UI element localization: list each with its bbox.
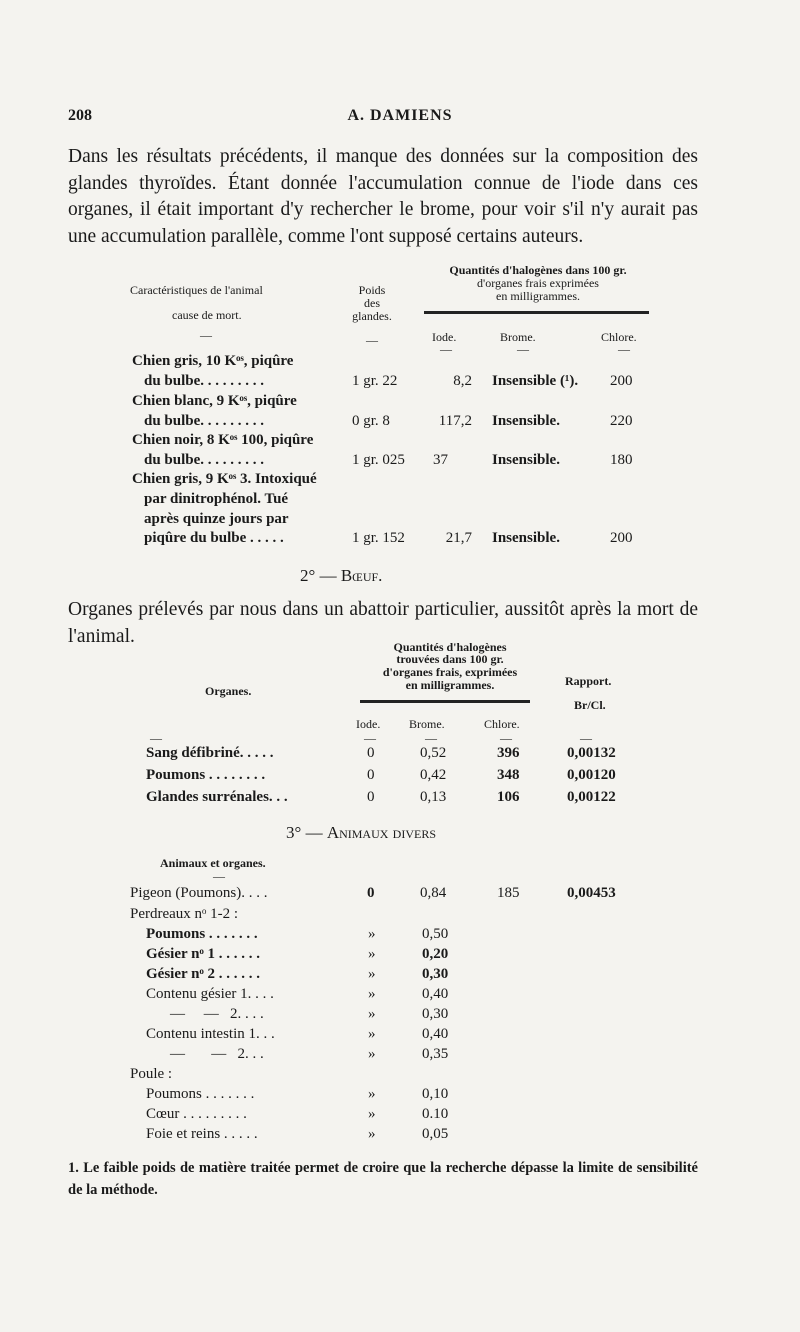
- col-header-animal: Caractéristiques de l'animal: [130, 283, 263, 297]
- section-number: 3°: [286, 823, 302, 842]
- col-header-weight: Poids: [358, 283, 386, 297]
- table-row-label: Cœur . . . . . . . . .: [146, 1106, 247, 1122]
- table-row-label: du bulbe. . . . . . . . .: [144, 413, 265, 429]
- table-cell-iode: »: [368, 1046, 376, 1062]
- dash-brome: —: [425, 731, 437, 745]
- table-cell-weight: 0 gr. 8: [352, 413, 390, 429]
- running-header-author: A. DAMIENS: [347, 107, 453, 124]
- table-cell-rapport: 0,00120: [567, 767, 616, 783]
- table-cell-rapport: 0,00132: [567, 745, 616, 761]
- table-row-label: piqûre du bulbe . . . . .: [144, 530, 284, 546]
- table-cell-brome: Insensible (¹).: [492, 373, 579, 389]
- col-header-brome: Brome.: [409, 717, 445, 731]
- col-header-animaux: Animaux et organes.: [160, 856, 266, 870]
- table-cell-weight: 1 gr. 152: [352, 530, 405, 546]
- col-header-iode: Iode.: [356, 717, 381, 731]
- table-cell-chlore: 396: [497, 745, 520, 761]
- table-cell-brome: 0,30: [422, 966, 449, 982]
- table-row-label: Contenu intestin 1. . .: [146, 1026, 275, 1042]
- table-cell-brome: 0,50: [422, 926, 449, 942]
- table-cell-rapport: 0,00122: [567, 789, 616, 805]
- col-header-animal-cause: cause de mort.: [172, 308, 242, 322]
- table-cell-brome: 0,10: [422, 1086, 449, 1102]
- col-header-organes: Organes.: [205, 684, 252, 698]
- table-cell-iode: 0: [367, 885, 375, 901]
- table-cell-iode: 117,2: [438, 413, 472, 429]
- table-row-label: Glandes surrénales. . .: [146, 789, 288, 805]
- table-cell-brome: 0,52: [420, 745, 447, 761]
- table-cell-iode: 0: [367, 789, 375, 805]
- table-row-label: Poumons . . . . . . .: [146, 1086, 255, 1102]
- col-group-halogens-3: d'organes frais, exprimées: [382, 665, 518, 679]
- table-row-label: Gésier nᵒ 1 . . . . . .: [146, 946, 261, 962]
- table-cell-iode: »: [368, 986, 376, 1002]
- table-cell-chlore: 348: [497, 767, 520, 783]
- table-row-label: par dinitrophénol. Tué: [144, 491, 289, 507]
- col-header-rapport: Rapport.: [565, 674, 612, 688]
- col-header-weight-dash: —: [366, 333, 378, 347]
- table-row-label: Chien noir, 8 Kᵒˢ 100, piqûre: [132, 432, 314, 448]
- table-row-label: Poumons . . . . . . . .: [146, 767, 266, 783]
- footnote: 1. Le faible poids de matière traitée permet de croire que la recherche dépasse la limite de sensibilité de la méthode.: [68, 1160, 698, 1198]
- table-cell-brome: Insensible.: [492, 530, 560, 546]
- section-heading-boeuf: [300, 566, 382, 586]
- section-dash: —: [305, 823, 323, 842]
- table-cell-chlore: 200: [610, 373, 633, 389]
- col-header-chlore: Chlore.: [484, 717, 520, 731]
- table-row-label: Poule :: [130, 1066, 173, 1082]
- table-cell-iode: 0: [367, 745, 375, 761]
- table-row-label: Chien gris, 10 Kᵒˢ, piqûre: [132, 353, 294, 369]
- section-title: Animaux divers: [326, 823, 437, 842]
- col-header-animal-dash: —: [200, 328, 212, 342]
- table-cell-rapport: 0,00453: [567, 885, 616, 901]
- section-heading-animaux-divers: [286, 823, 436, 843]
- table-cell-brome: Insensible.: [492, 452, 560, 468]
- table-row-label: après quinze jours par: [144, 511, 289, 527]
- table-cell-brome: 0,30: [422, 1006, 449, 1022]
- header-rule: [424, 311, 649, 314]
- intro-paragraph: Dans les résultats précédents, il manque des données sur la composition des glandes thyroïdes. Étant donnée l'accumulation connue de l'iode dans ces organes, il était important d'y rechercher le brome, pour voir s'il n'y aurait pas une accumulation parallèle, comme l'ont supposé certains auteurs.: [68, 146, 698, 247]
- dash-iode: —: [364, 731, 376, 745]
- section-title: Bœuf.: [340, 566, 383, 585]
- dash-chlore: —: [618, 342, 630, 356]
- dash-brome: —: [517, 342, 529, 356]
- table-row-label: Chien blanc, 9 Kᵒˢ, piqûre: [132, 393, 297, 409]
- table-cell-brome: 0,84: [420, 885, 447, 901]
- table-cell-iode: »: [368, 966, 376, 982]
- table-cell-brome: 0,40: [422, 1026, 449, 1042]
- section2-paragraph: Organes prélevés par nous dans un abattoir particulier, aussitôt après la mort de l'animal.: [68, 599, 698, 647]
- table-cell-chlore: 185: [497, 885, 520, 901]
- table-cell-chlore: 220: [610, 413, 633, 429]
- table-cell-chlore: 106: [497, 789, 520, 805]
- table-row-label: du bulbe. . . . . . . . .: [144, 373, 265, 389]
- table-row-label: — — 2. . .: [170, 1046, 264, 1062]
- header-rule: [360, 700, 530, 703]
- col-group-halogens-1: Quantités d'halogènes: [393, 640, 507, 654]
- table-cell-brome: Insensible.: [492, 413, 560, 429]
- table-cell-brome: 0.10: [422, 1106, 449, 1122]
- col-header-weight-glandes: glandes.: [352, 309, 392, 323]
- table-row-label: Pigeon (Poumons). . . .: [130, 885, 268, 901]
- col-group-halogens-4: en milligrammes.: [405, 678, 495, 692]
- col-group-halogens-2: d'organes frais exprimées: [477, 276, 599, 290]
- col-group-halogens-2: trouvées dans 100 gr.: [396, 652, 504, 666]
- dash-chlore: —: [500, 731, 512, 745]
- table-cell-iode: »: [368, 1006, 376, 1022]
- col-group-halogens-3: en milligrammes.: [496, 289, 580, 303]
- table-row-label: Foie et reins . . . . .: [146, 1126, 258, 1142]
- table-row-label: Poumons . . . . . . .: [146, 926, 258, 942]
- table-cell-brome: 0,42: [420, 767, 447, 783]
- col-header-iode: Iode.: [432, 330, 457, 344]
- table-row-label: du bulbe. . . . . . . . .: [144, 452, 265, 468]
- table-cell-iode: 8,2: [453, 373, 472, 389]
- col-header-brome: Brome.: [500, 330, 536, 344]
- table-cell-iode: 21,7: [445, 530, 472, 546]
- table-cell-brome: 0,13: [420, 789, 447, 805]
- table-cell-iode: »: [368, 926, 376, 942]
- table-cell-iode: »: [368, 946, 376, 962]
- page-number: 208: [68, 107, 92, 124]
- table-cell-weight: 1 gr. 025: [352, 452, 405, 468]
- table-cell-brome: 0,35: [422, 1046, 449, 1062]
- col-header-ratio: Br/Cl.: [574, 698, 606, 712]
- table-row-label: — — 2. . . .: [170, 1006, 264, 1022]
- col-header-chlore: Chlore.: [601, 330, 637, 344]
- table-cell-brome: 0,05: [422, 1126, 449, 1142]
- table-cell-chlore: 200: [610, 530, 633, 546]
- dash-rapport: —: [580, 731, 592, 745]
- table-cell-brome: 0,40: [422, 986, 449, 1002]
- section-dash: —: [319, 566, 337, 585]
- table-cell-iode: »: [368, 1086, 376, 1102]
- table-row-label: Gésier nᵒ 2 . . . . . .: [146, 966, 261, 982]
- dash-organes: —: [150, 731, 162, 745]
- table-row-label: Sang défibriné. . . . .: [146, 745, 274, 761]
- table-row-label: Chien gris, 9 Kᵒˢ 3. Intoxiqué: [132, 471, 317, 487]
- table-row-label: Perdreaux nᵒ 1-2 :: [130, 906, 239, 922]
- table-cell-chlore: 180: [610, 452, 633, 468]
- col-group-halogens-1: Quantités d'halogènes dans 100 gr.: [449, 263, 627, 277]
- table-cell-iode: »: [368, 1106, 376, 1122]
- col-header-weight-des: des: [364, 296, 380, 310]
- table-cell-iode: 37: [433, 452, 448, 468]
- table-cell-iode: »: [368, 1026, 376, 1042]
- table-cell-iode: 0: [367, 767, 375, 783]
- table-cell-brome: 0,20: [422, 946, 449, 962]
- section-number: 2°: [300, 566, 316, 585]
- table-cell-iode: »: [368, 1126, 376, 1142]
- table-cell-weight: 1 gr. 22: [352, 373, 398, 389]
- dash-iode: —: [440, 342, 452, 356]
- dash-animaux: —: [213, 869, 225, 883]
- table-row-label: Contenu gésier 1. . . .: [146, 986, 274, 1002]
